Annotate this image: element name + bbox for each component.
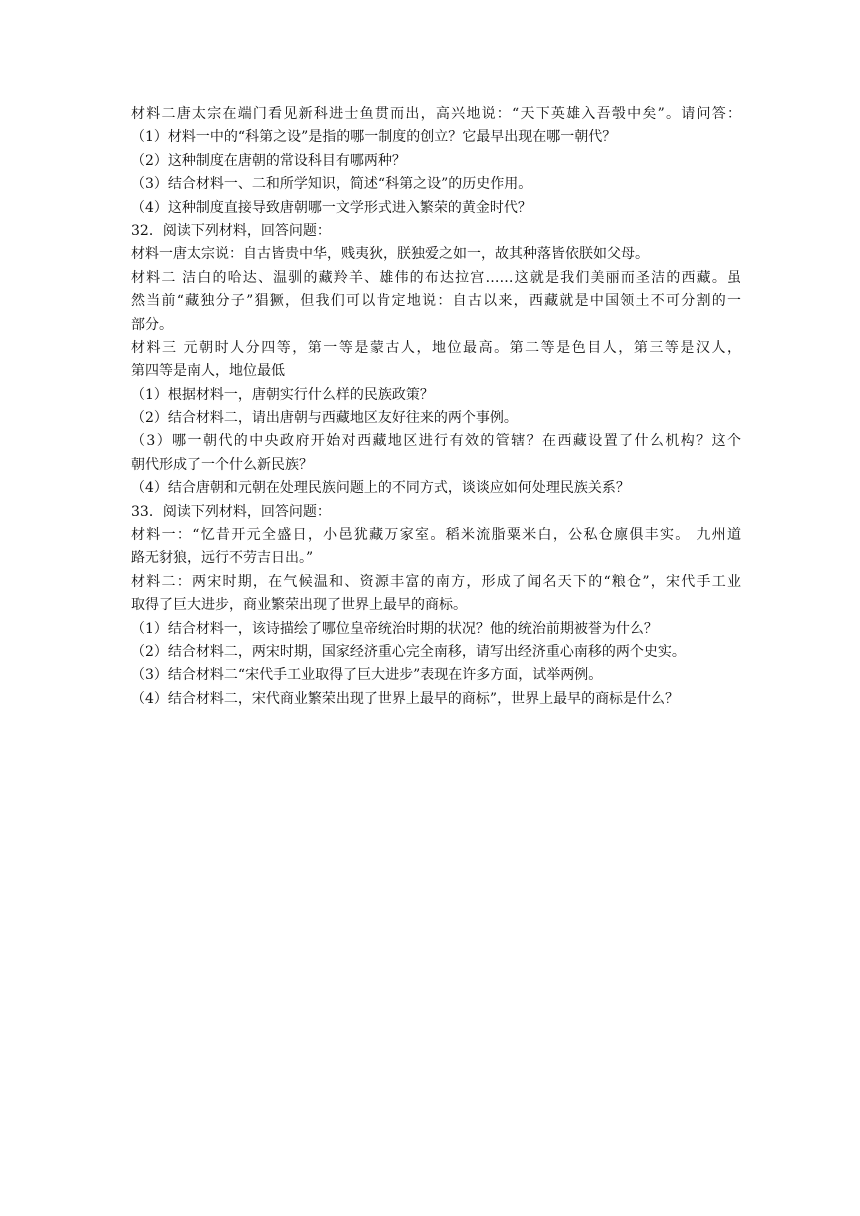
question-line: （3）哪一朝代的中央政府开始对西藏地区进行有效的管辖？在西藏设置了什么机构？这个 <box>131 433 741 450</box>
question-heading-33: 33．阅读下列材料，回答问题： <box>131 503 331 520</box>
question-line: （3）结合材料二“宋代手工业取得了巨大进步”表现在许多方面，试举两例。 <box>131 667 603 684</box>
material-text: 部分。 <box>131 316 173 333</box>
question-line: （4）这种制度直接导致唐朝哪一文学形式进入繁荣的黄金时代？ <box>131 199 532 216</box>
question-line: （2）结合材料二，两宋时期，国家经济重心完全南移，请写出经济重心南移的两个史实。 <box>131 643 686 660</box>
material-text: 材料二：两宋时期，在气候温和、资源丰富的南方，形成了闻名天下的“粮仓”，宋代手工业 <box>131 573 741 590</box>
material-text: 材料二 洁白的哈达、温驯的藏羚羊、雄伟的布达拉宫……这就是我们美丽而圣洁的西藏。虽 <box>131 269 741 286</box>
question-line: （4）结合唐朝和元朝在处理民族问题上的不同方式，谈谈应如何处理民族关系？ <box>131 480 630 497</box>
material-two-text: 材料二唐太宗在端门看见新科进士鱼贯而出，高兴地说：“天下英雄入吾彀中矣”。请问答： <box>131 106 741 122</box>
material-text: 取得了巨大进步，商业繁荣出现了世界上最早的商标。 <box>131 597 467 614</box>
question-line: （2）结合材料二，请出唐朝与西藏地区友好往来的两个事例。 <box>131 410 518 427</box>
material-text: 然当前“藏独分子”猖獗，但我们可以肯定地说：自古以来，西藏就是中国领土不可分割的一 <box>131 293 741 310</box>
question-line: （2）这种制度在唐朝的常设科目有哪两种？ <box>131 152 406 169</box>
material-text: 第四等是南人，地位最低 <box>131 363 285 380</box>
material-text: 材料一：“忆昔开元全盛日，小邑犹藏万家室。稻米流脂粟米白，公私仓廪俱丰实。 九州道 <box>131 527 741 544</box>
question-line: （1）材料一中的“科第之设”是指的哪一制度的创立？它最早出现在哪一朝代？ <box>131 129 617 146</box>
material-text: 路无豺狼，远行不劳吉日出。” <box>131 550 314 567</box>
question-line: （1）根据材料一，唐朝实行什么样的民族政策？ <box>131 386 434 403</box>
question-line: （4）结合材料二，宋代商业繁荣出现了世界上最早的商标”，世界上最早的商标是什么？ <box>131 690 680 707</box>
material-text: 材料一唐太宗说：自古皆贵中华，贱夷狄，朕独爱之如一，故其种落皆依朕如父母。 <box>131 246 649 263</box>
document-body <box>131 103 741 711</box>
material-text: 材料三 元朝时人分四等，第一等是蒙古人，地位最高。第二等是色目人，第三等是汉人， <box>131 339 741 356</box>
question-line: （1）结合材料一，该诗描绘了哪位皇帝统治时期的状况？他的统治前期被誉为什么？ <box>131 620 658 637</box>
question-line: （3）结合材料一、二和所学知识，简述“科第之设”的历史作用。 <box>131 176 533 193</box>
question-heading-32: 32．阅读下列材料，回答问题： <box>131 222 331 239</box>
question-line: 朝代形成了一个什么新民族？ <box>131 456 313 473</box>
